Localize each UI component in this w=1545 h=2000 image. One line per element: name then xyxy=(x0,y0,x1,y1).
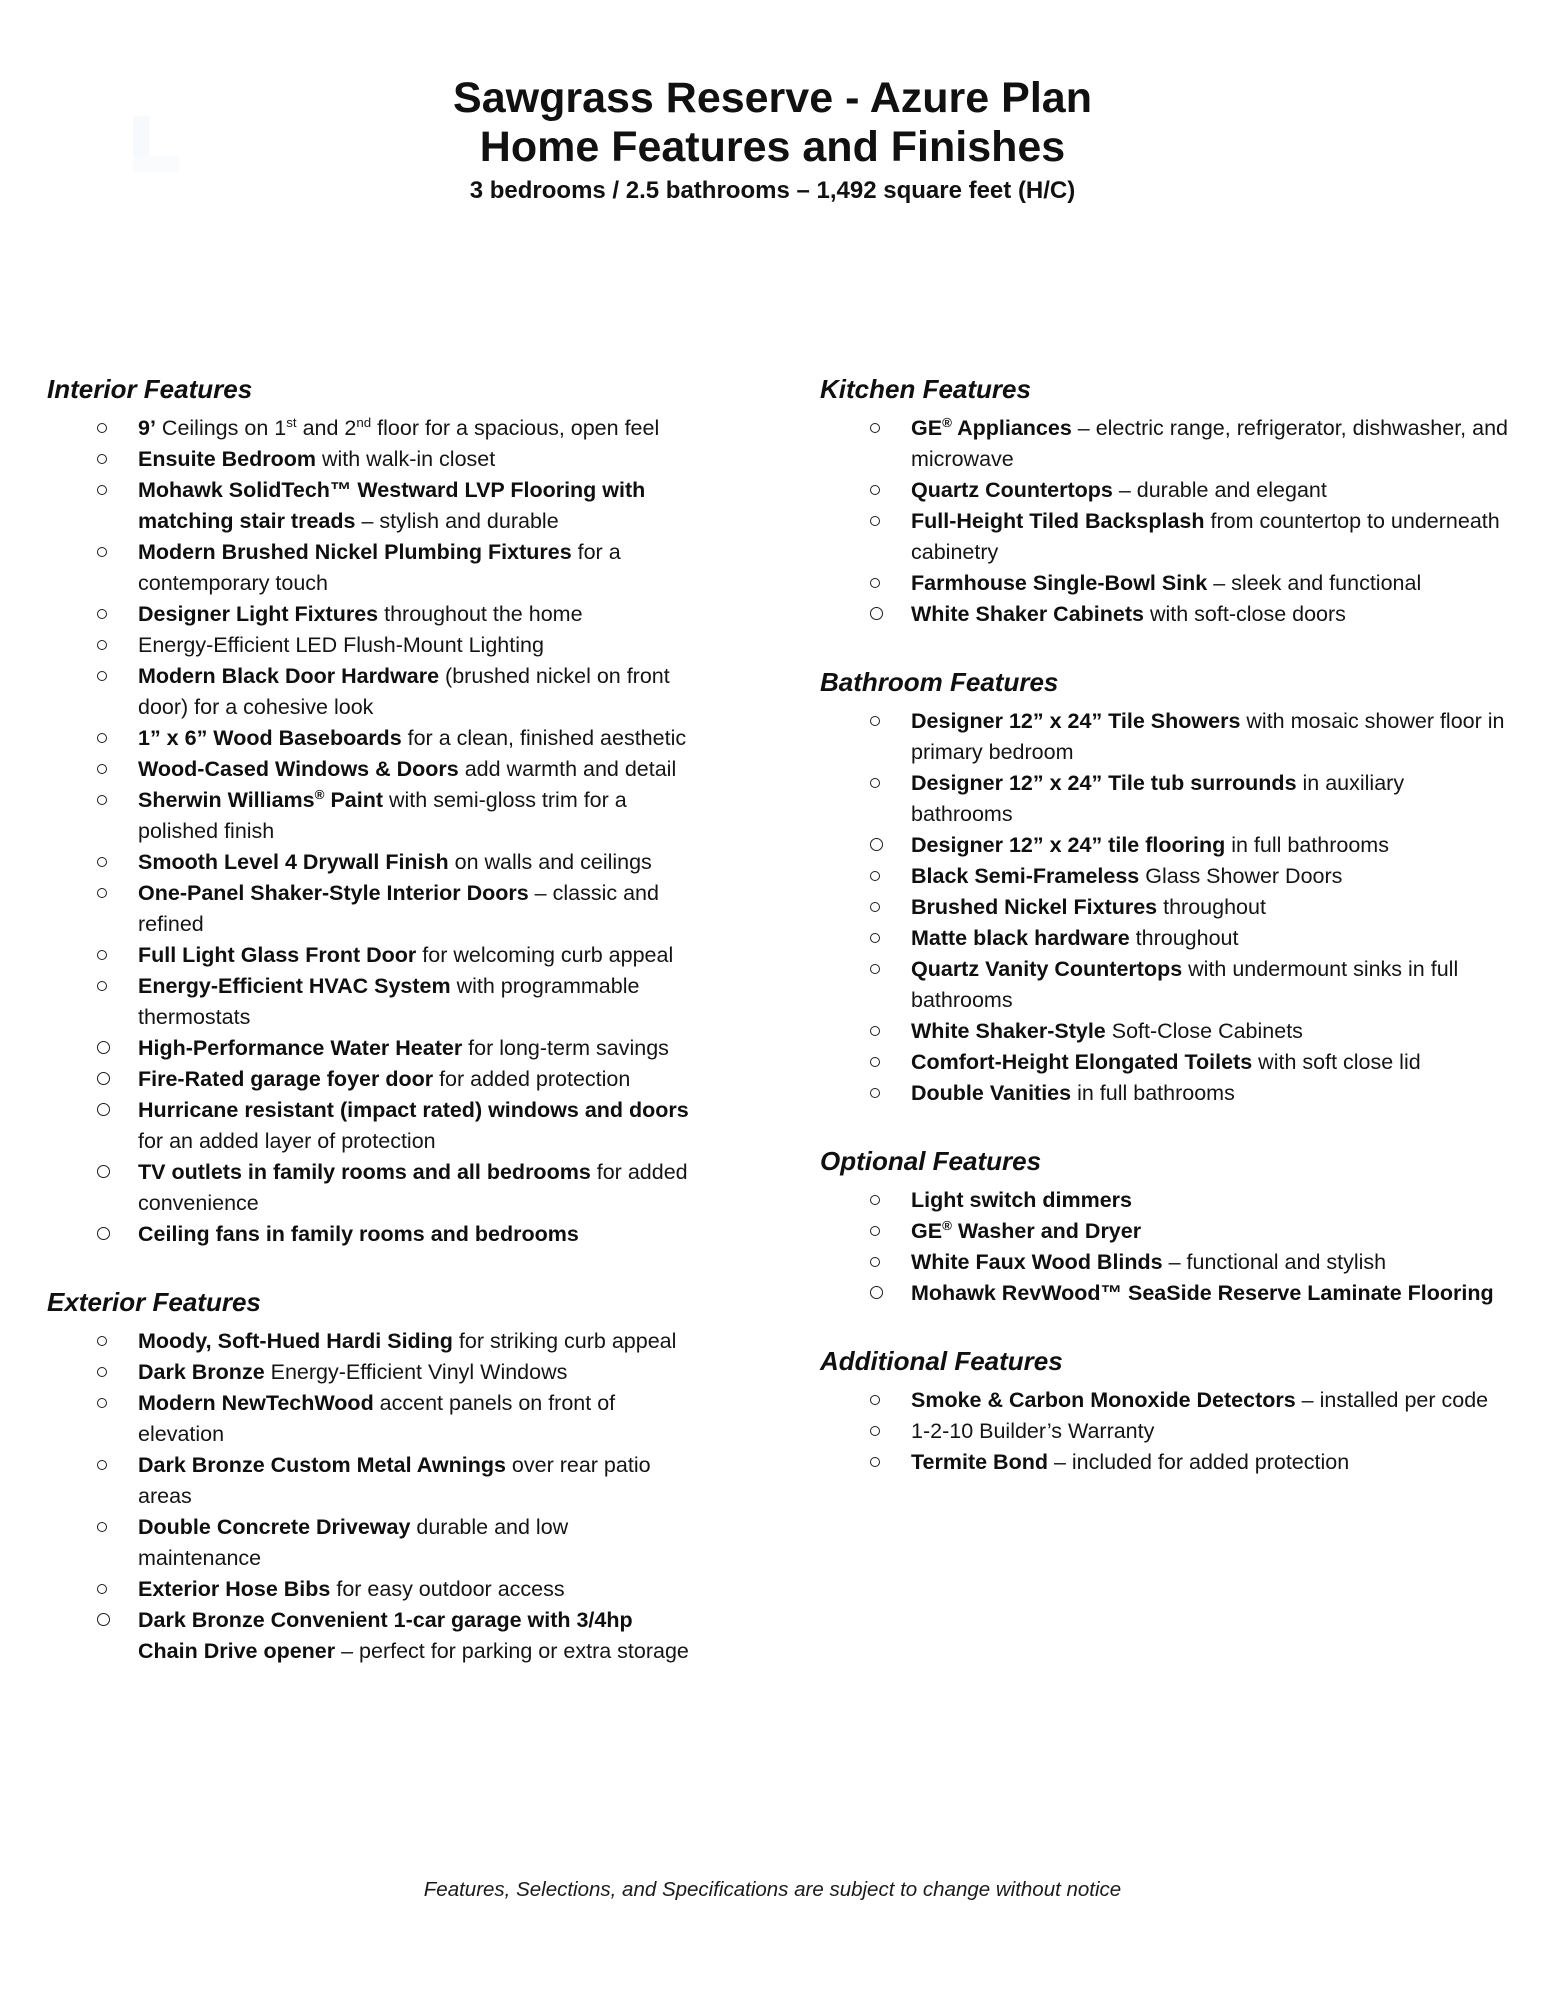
bullet-marker-cell xyxy=(97,1157,138,1178)
bullet-marker-cell xyxy=(870,706,911,726)
bullet-circle-icon xyxy=(870,1088,880,1098)
bullet-circle-icon xyxy=(870,1426,880,1436)
bullet-marker-cell xyxy=(97,413,138,433)
feature-text: Dark Bronze Convenient 1-car garage with 3/4hp Chain Drive opener – perfect for parking or extra storage xyxy=(138,1608,689,1663)
feature-text: Comfort-Height Elongated Toilets with soft close lid xyxy=(911,1050,1421,1074)
feature-text: TV outlets in family rooms and all bedrooms for added convenience xyxy=(138,1160,688,1215)
bullet-marker-cell xyxy=(97,785,138,805)
section-heading: Optional Features xyxy=(820,1146,1042,1176)
bullet-circle-icon xyxy=(97,1367,107,1377)
feature-item xyxy=(47,940,695,971)
bullet-circle-icon xyxy=(870,838,883,851)
feature-item xyxy=(820,413,1510,475)
feature-text: White Faux Wood Blinds – functional and stylish xyxy=(911,1250,1387,1274)
bullet-circle-icon xyxy=(97,1460,107,1470)
section-heading: Interior Features xyxy=(47,374,253,404)
bullet-marker-cell xyxy=(97,971,138,991)
page-title-line1: Sawgrass Reserve - Azure Plan xyxy=(453,74,1092,122)
bullet-circle-icon xyxy=(97,1227,110,1240)
feature-text: Fire-Rated garage foyer door for added protection xyxy=(138,1067,631,1091)
feature-text: Modern Brushed Nickel Plumbing Fixtures for a contemporary touch xyxy=(138,540,621,595)
bullet-marker-cell xyxy=(870,1078,911,1098)
feature-item xyxy=(820,830,1510,861)
feature-text: Double Vanities in full bathrooms xyxy=(911,1081,1235,1105)
bullet-circle-icon xyxy=(97,981,107,991)
feature-text: Sherwin Williams® Paint with semi-gloss trim for a polished finish xyxy=(138,786,627,843)
feature-item xyxy=(820,861,1510,892)
bullet-marker-cell xyxy=(870,861,911,881)
feature-item xyxy=(820,475,1510,506)
bullet-circle-icon xyxy=(870,1026,880,1036)
feature-item xyxy=(47,1574,695,1605)
bullet-circle-icon xyxy=(870,902,880,912)
feature-item xyxy=(47,661,695,723)
feature-text: Designer 12” x 24” Tile tub surrounds in auxiliary bathrooms xyxy=(911,771,1405,826)
bullet-marker-cell xyxy=(870,413,911,433)
bullet-marker-cell xyxy=(870,1447,911,1467)
feature-text: Quartz Countertops – durable and elegant xyxy=(911,478,1327,502)
bullet-marker-cell xyxy=(97,630,138,650)
footer-disclaimer: Features, Selections, and Specifications are subject to change without notice xyxy=(423,1878,1122,1901)
bullet-marker-cell xyxy=(97,537,138,557)
feature-item xyxy=(820,599,1510,630)
left-column xyxy=(47,374,695,1667)
bullet-circle-icon xyxy=(870,716,880,726)
feature-text: Termite Bond – included for added protection xyxy=(911,1450,1350,1474)
feature-text: Double Concrete Driveway durable and low maintenance xyxy=(138,1515,569,1570)
bullet-marker-cell xyxy=(97,475,138,495)
bullet-circle-icon xyxy=(97,547,107,557)
bullet-marker-cell xyxy=(97,940,138,960)
feature-text: Matte black hardware throughout xyxy=(911,926,1239,950)
feature-text: Hurricane resistant (impact rated) windows and doors for an added layer of protection xyxy=(138,1098,689,1153)
bullet-circle-icon xyxy=(870,485,880,495)
section-heading: Exterior Features xyxy=(47,1287,261,1317)
feature-text: Mohawk RevWood™ SeaSide Reserve Laminate Flooring xyxy=(911,1281,1494,1305)
feature-text: Quartz Vanity Countertops with undermount sinks in full bathrooms xyxy=(911,957,1459,1012)
bullet-circle-icon xyxy=(97,795,107,805)
section-heading: Bathroom Features xyxy=(820,667,1059,697)
bullet-circle-icon xyxy=(97,1522,107,1532)
feature-item xyxy=(820,706,1510,768)
feature-item xyxy=(47,1095,695,1157)
feature-text: White Shaker Cabinets with soft-close doors xyxy=(911,602,1346,626)
features-section xyxy=(47,1287,695,1667)
feature-text: Smooth Level 4 Drywall Finish on walls and ceilings xyxy=(138,850,652,874)
feature-item xyxy=(47,1326,695,1357)
bullet-circle-icon xyxy=(870,1057,880,1067)
feature-item xyxy=(47,1033,695,1064)
feature-item xyxy=(47,878,695,940)
bullet-circle-icon xyxy=(97,1398,107,1408)
feature-item xyxy=(820,1385,1510,1416)
bullet-circle-icon xyxy=(870,1257,880,1267)
section-heading: Kitchen Features xyxy=(820,374,1031,404)
bullet-marker-cell xyxy=(97,444,138,464)
feature-item xyxy=(47,1219,695,1250)
feature-item xyxy=(47,1512,695,1574)
bullet-marker-cell xyxy=(870,1047,911,1067)
bullet-marker-cell xyxy=(97,1095,138,1116)
feature-item xyxy=(47,1157,695,1219)
features-section xyxy=(47,374,695,1250)
feature-text: White Shaker-Style Soft-Close Cabinets xyxy=(911,1019,1303,1043)
document-header xyxy=(0,74,1545,205)
right-column xyxy=(820,374,1510,1478)
features-section xyxy=(820,667,1510,1109)
feature-item xyxy=(820,1447,1510,1478)
features-section xyxy=(820,374,1510,630)
feature-item xyxy=(47,1064,695,1095)
feature-item xyxy=(820,892,1510,923)
bullet-marker-cell xyxy=(97,1450,138,1470)
bullet-circle-icon xyxy=(870,1457,880,1467)
bullet-circle-icon xyxy=(97,1041,110,1054)
feature-item xyxy=(820,1278,1510,1309)
feature-item xyxy=(820,954,1510,1016)
bullet-marker-cell xyxy=(870,1385,911,1405)
feature-item xyxy=(47,847,695,878)
feature-text: Designer 12” x 24” Tile Showers with mosaic shower floor in primary bedroom xyxy=(911,709,1505,764)
feature-item xyxy=(47,444,695,475)
bullet-circle-icon xyxy=(870,607,883,620)
bullet-marker-cell xyxy=(870,568,911,588)
feature-text: Black Semi-Frameless Glass Shower Doors xyxy=(911,864,1343,888)
bullet-circle-icon xyxy=(97,764,107,774)
bullet-marker-cell xyxy=(97,878,138,898)
bullet-marker-cell xyxy=(870,1278,911,1299)
feature-text: Ceiling fans in family rooms and bedrooms xyxy=(138,1222,579,1246)
bullet-circle-icon xyxy=(870,578,880,588)
feature-item xyxy=(47,971,695,1033)
feature-text: Dark Bronze Energy-Efficient Vinyl Windows xyxy=(138,1360,568,1384)
feature-item xyxy=(47,785,695,847)
bullet-circle-icon xyxy=(870,516,880,526)
feature-text: 9’ Ceilings on 1st and 2nd floor for a spacious, open feel xyxy=(138,414,660,440)
bullet-circle-icon xyxy=(97,454,107,464)
features-section xyxy=(820,1146,1510,1309)
feature-item xyxy=(820,1247,1510,1278)
feature-text: Energy-Efficient LED Flush-Mount Lighting xyxy=(138,633,544,657)
bullet-marker-cell xyxy=(870,923,911,943)
bullet-circle-icon xyxy=(97,888,107,898)
bullet-marker-cell xyxy=(870,892,911,912)
bullet-marker-cell xyxy=(870,1185,911,1205)
bullet-marker-cell xyxy=(97,1326,138,1346)
bullet-circle-icon xyxy=(97,640,107,650)
feature-item xyxy=(820,1047,1510,1078)
feature-text: Energy-Efficient HVAC System with programmable thermostats xyxy=(138,974,640,1029)
feature-item xyxy=(47,599,695,630)
feature-text: Modern NewTechWood accent panels on front of elevation xyxy=(138,1391,616,1446)
feature-text: 1” x 6” Wood Baseboards for a clean, finished aesthetic xyxy=(138,726,687,750)
feature-text: Farmhouse Single-Bowl Sink – sleek and functional xyxy=(911,571,1422,595)
bullet-circle-icon xyxy=(97,609,107,619)
feature-text: Designer Light Fixtures throughout the home xyxy=(138,602,583,626)
bullet-circle-icon xyxy=(870,778,880,788)
bullet-marker-cell xyxy=(870,475,911,495)
bullet-circle-icon xyxy=(97,423,107,433)
bullet-circle-icon xyxy=(870,871,880,881)
feature-item xyxy=(47,1388,695,1450)
feature-text: Ensuite Bedroom with walk-in closet xyxy=(138,447,496,471)
bullet-marker-cell xyxy=(97,661,138,681)
bullet-circle-icon xyxy=(97,857,107,867)
feature-text: One-Panel Shaker-Style Interior Doors – classic and refined xyxy=(138,881,659,936)
bullet-circle-icon xyxy=(97,671,107,681)
feature-text: Smoke & Carbon Monoxide Detectors – installed per code xyxy=(911,1388,1489,1412)
bullet-circle-icon xyxy=(870,1195,880,1205)
feature-text: 1-2-10 Builder’s Warranty xyxy=(911,1419,1155,1443)
feature-item xyxy=(820,506,1510,568)
section-heading: Additional Features xyxy=(820,1346,1063,1376)
page-subtitle: 3 bedrooms / 2.5 bathrooms – 1,492 square feet (H/C) xyxy=(469,177,1076,204)
bullet-circle-icon xyxy=(870,1286,883,1299)
feature-item xyxy=(820,1416,1510,1447)
feature-text: Light switch dimmers xyxy=(911,1188,1133,1212)
feature-text: Mohawk SolidTech™ Westward LVP Flooring with matching stair treads – stylish and durable xyxy=(138,478,646,533)
bullet-circle-icon xyxy=(870,1226,880,1236)
bullet-marker-cell xyxy=(870,1416,911,1436)
bullet-marker-cell xyxy=(97,1033,138,1054)
bullet-circle-icon xyxy=(97,1103,110,1116)
feature-text: GE® Appliances – electric range, refrigerator, dishwasher, and microwave xyxy=(911,414,1509,471)
feature-text: Wood-Cased Windows & Doors add warmth and detail xyxy=(138,757,677,781)
bullet-circle-icon xyxy=(97,1584,107,1594)
feature-item xyxy=(47,537,695,599)
feature-item xyxy=(820,1078,1510,1109)
bullet-circle-icon xyxy=(97,1165,110,1178)
bullet-marker-cell xyxy=(870,1247,911,1267)
feature-item xyxy=(47,413,695,444)
feature-item xyxy=(820,568,1510,599)
bullet-circle-icon xyxy=(97,1336,107,1346)
feature-item xyxy=(820,768,1510,830)
bullet-circle-icon xyxy=(97,485,107,495)
bullet-marker-cell xyxy=(97,847,138,867)
bullet-circle-icon xyxy=(870,933,880,943)
feature-item xyxy=(820,1185,1510,1216)
feature-text: Moody, Soft-Hued Hardi Siding for striking curb appeal xyxy=(138,1329,677,1353)
bullet-circle-icon xyxy=(97,1613,110,1626)
bullet-circle-icon xyxy=(97,1072,110,1085)
bullet-marker-cell xyxy=(97,754,138,774)
bullet-marker-cell xyxy=(870,768,911,788)
bullet-marker-cell xyxy=(97,1388,138,1408)
feature-text: Full Light Glass Front Door for welcoming curb appeal xyxy=(138,943,674,967)
bullet-circle-icon xyxy=(870,1395,880,1405)
bullet-circle-icon xyxy=(97,950,107,960)
feature-item xyxy=(47,1450,695,1512)
bullet-circle-icon xyxy=(870,423,880,433)
bullet-marker-cell xyxy=(97,1219,138,1240)
bullet-marker-cell xyxy=(97,1605,138,1626)
feature-item xyxy=(47,754,695,785)
feature-text: Exterior Hose Bibs for easy outdoor access xyxy=(138,1577,565,1601)
bullet-marker-cell xyxy=(97,599,138,619)
feature-text: GE® Washer and Dryer xyxy=(911,1217,1142,1243)
bullet-marker-cell xyxy=(97,1357,138,1377)
feature-item xyxy=(820,923,1510,954)
feature-item xyxy=(47,1357,695,1388)
feature-item xyxy=(820,1016,1510,1047)
bullet-marker-cell xyxy=(870,954,911,974)
bullet-marker-cell xyxy=(870,1216,911,1236)
bullet-marker-cell xyxy=(97,723,138,743)
bullet-marker-cell xyxy=(870,830,911,851)
bullet-circle-icon xyxy=(97,733,107,743)
feature-text: High-Performance Water Heater for long-term savings xyxy=(138,1036,669,1060)
bullet-marker-cell xyxy=(97,1064,138,1085)
feature-item xyxy=(47,1605,695,1667)
bullet-marker-cell xyxy=(870,599,911,620)
feature-item xyxy=(820,1216,1510,1247)
feature-item xyxy=(47,630,695,661)
feature-item xyxy=(47,475,695,537)
page-title-line2: Home Features and Finishes xyxy=(479,123,1066,171)
bullet-marker-cell xyxy=(870,506,911,526)
bullet-marker-cell xyxy=(97,1512,138,1532)
bullet-marker-cell xyxy=(870,1016,911,1036)
bullet-marker-cell xyxy=(97,1574,138,1594)
feature-text: Modern Black Door Hardware (brushed nickel on front door) for a cohesive look xyxy=(138,664,670,719)
feature-text: Brushed Nickel Fixtures throughout xyxy=(911,895,1266,919)
bullet-circle-icon xyxy=(870,964,880,974)
feature-text: Dark Bronze Custom Metal Awnings over rear patio areas xyxy=(138,1453,651,1508)
features-section xyxy=(820,1346,1510,1478)
feature-text: Designer 12” x 24” tile flooring in full bathrooms xyxy=(911,833,1389,857)
feature-item xyxy=(47,723,695,754)
feature-text: Full-Height Tiled Backsplash from countertop to underneath cabinetry xyxy=(911,509,1500,564)
